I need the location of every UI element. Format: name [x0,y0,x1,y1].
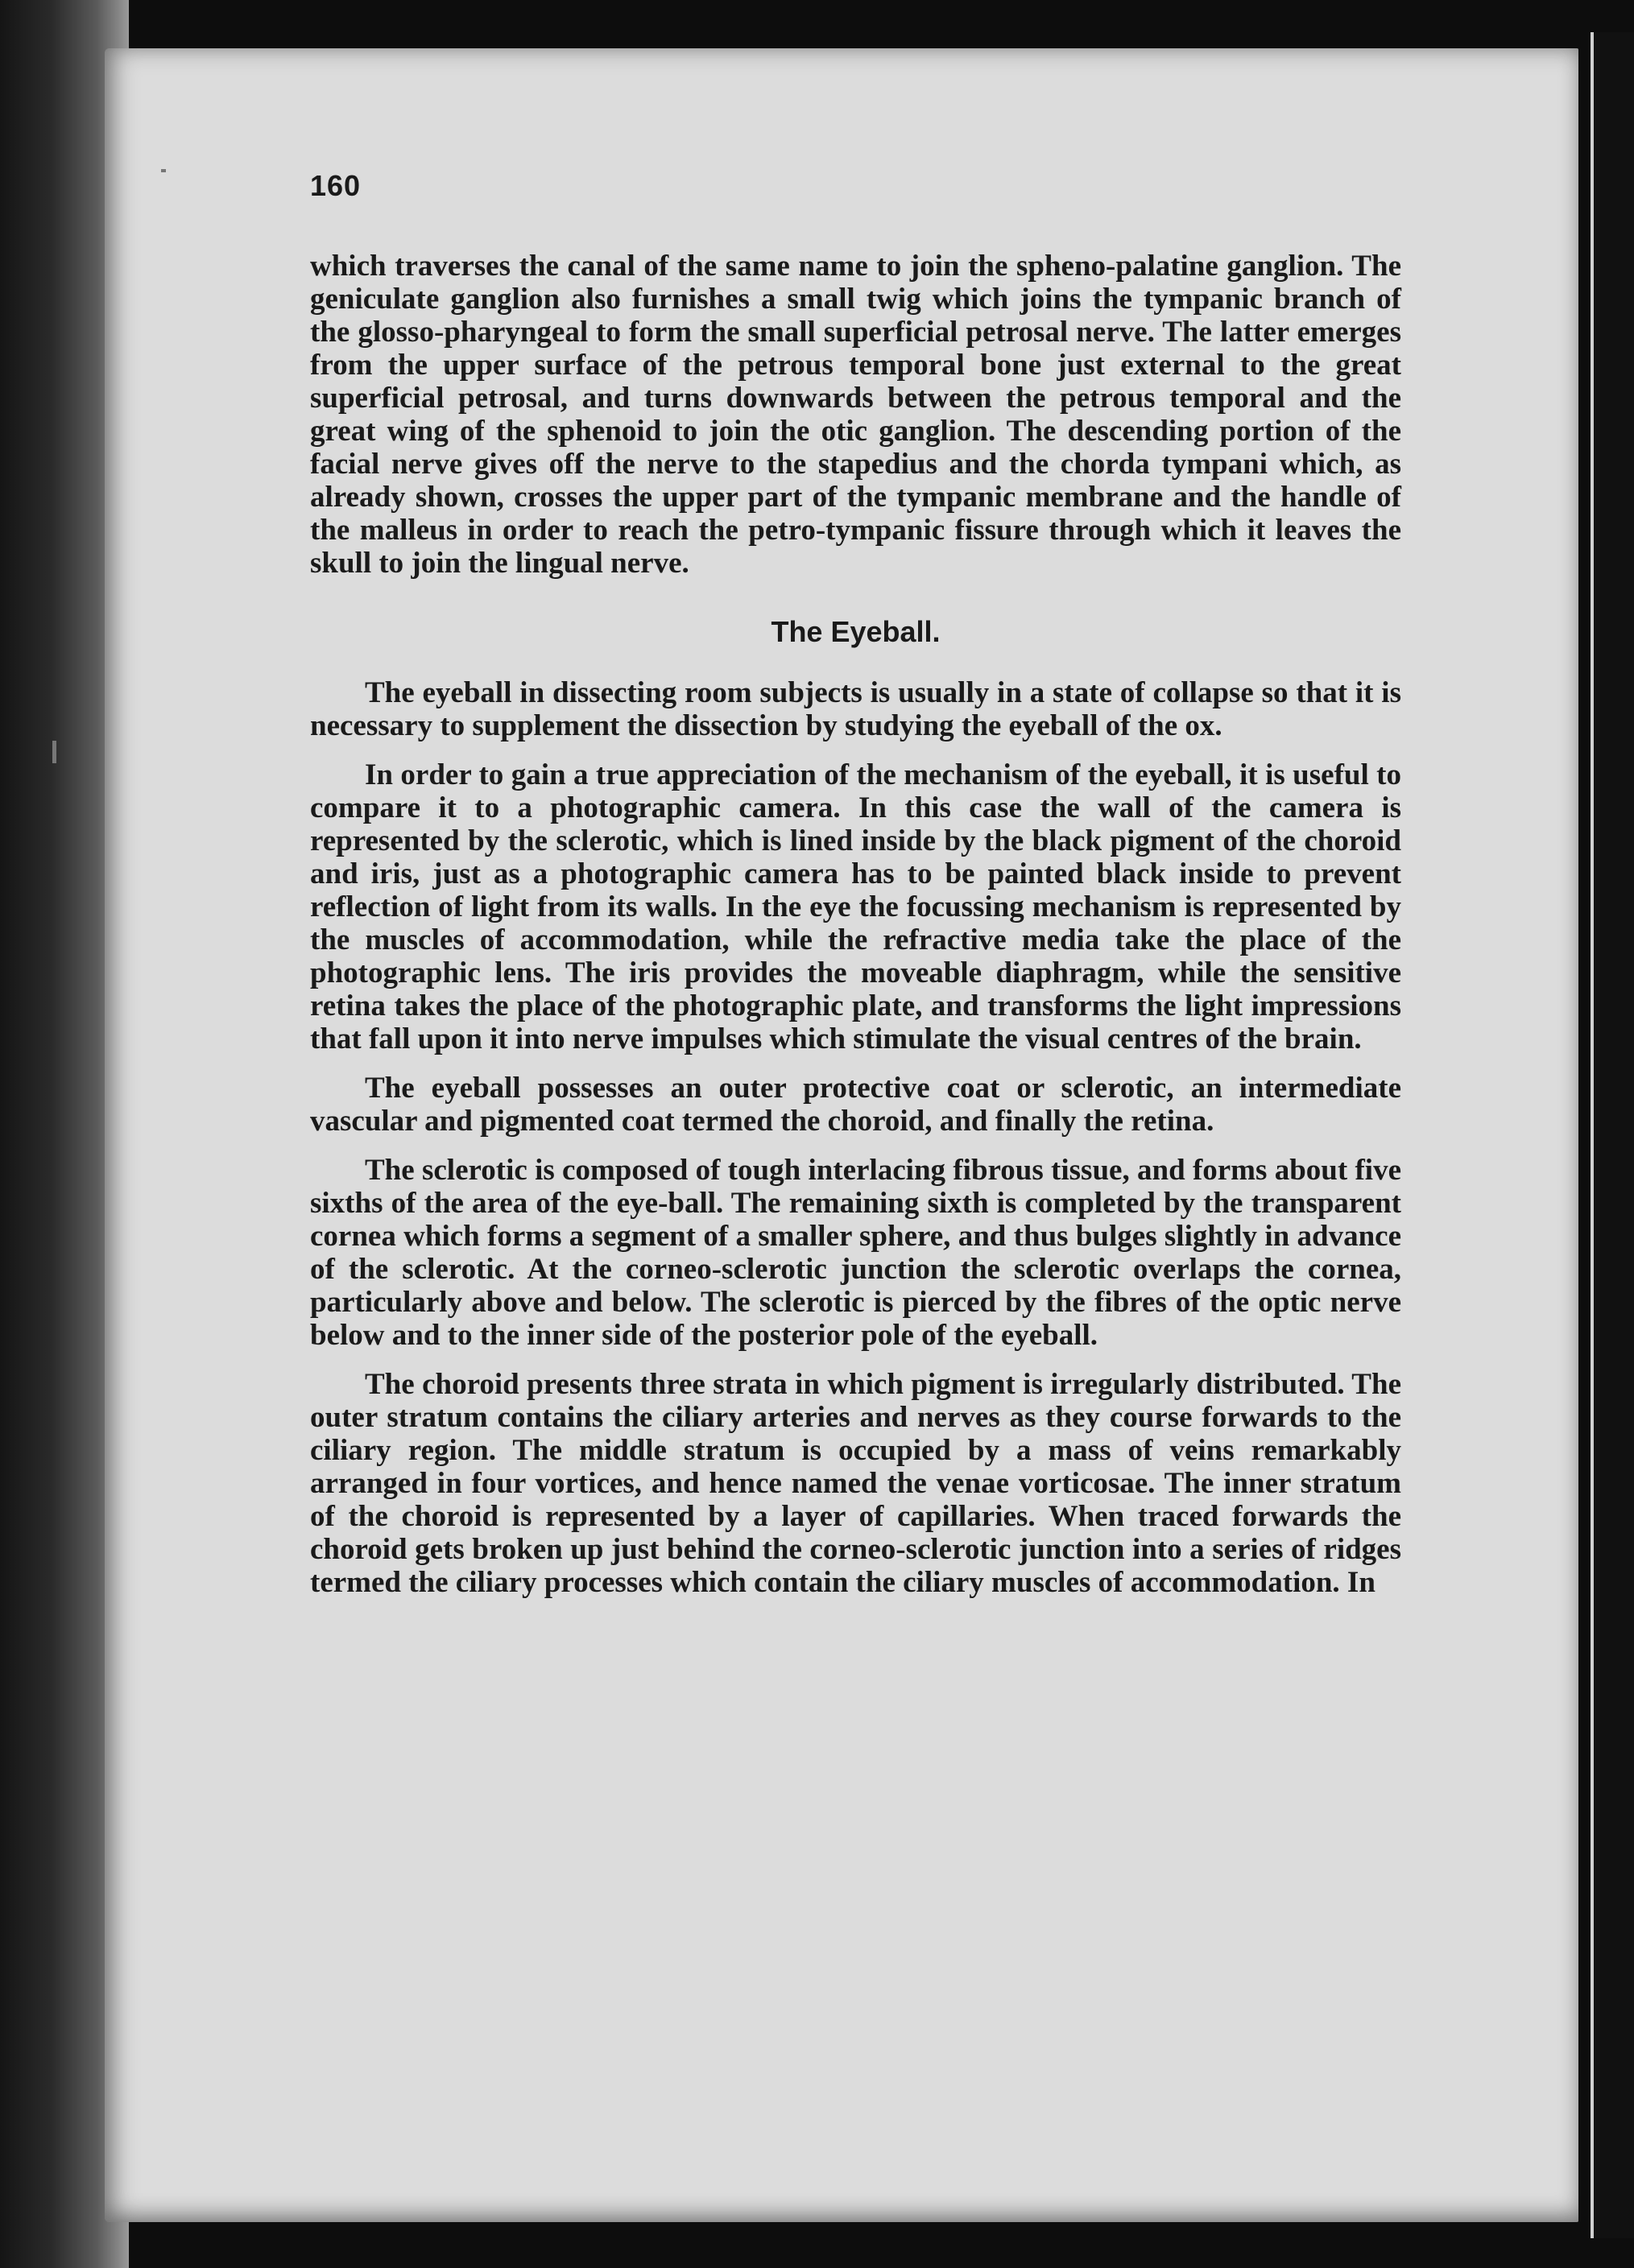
section-heading: The Eyeball. [771,615,941,648]
body-paragraph: The eyeball possesses an outer protective coat or sclerotic, an intermediate vascular and pigmented coat termed the choroid, and finally the retina. [310,1072,1401,1138]
body-paragraph: The choroid presents three strata in which pigment is irregularly distributed. The outer stratum contains the ciliary arteries and nerves as they course forwards to the ciliary region. The middle stratum is occupied by a mass of veins remarkably arranged in four vortices, and hence named the venae vorticosae. The inner stratum of the choroid is represented by a layer of capillaries. When traced forwards the choroid gets broken up just behind the corneo-sclerotic junction into a series of ridges termed the ciliary processes which contain the ciliary muscles of accommodation. In [310,1368,1401,1599]
page-content [310,169,1401,1599]
continuation-paragraph: which traverses the canal of the same name to join the spheno-palatine ganglion. The geniculate ganglion also furnishes a small twig which joins the tympanic branch of the glosso-pharyngeal to form the small superficial petrosal nerve. The latter emerges from the upper surface of the petrous temporal bone just external to the great superficial petrosal, and turns downwards between the petrous temporal and the great wing of the sphenoid to join the otic ganglion. The descending portion of the facial nerve gives off the nerve to the stapedius and the chorda tympani which, as already shown, crosses the upper part of the tympanic membrane and the handle of the malleus in order to reach the petro-tympanic fissure through which it leaves the skull to join the lingual nerve. [310,250,1401,580]
scan-speck [52,741,56,763]
body-paragraph: The eyeball in dissecting room subjects is usually in a state of collapse so that it is necessary to supplement the dissection by studying the eyeball of the ox. [310,676,1401,742]
page-number: 160 [310,169,362,202]
body-paragraph: In order to gain a true appreciation of the mechanism of the eyeball, it is useful to compare it to a photographic camera. In this case the wall of the camera is represented by the sclerotic, which is lined inside by the black pigment of the choroid and iris, just as a photographic camera has to be painted black inside to prevent reflection of light from its walls. In the eye the focussing mechanism is represented by the muscles of accommodation, while the refractive media take the place of the photographic lens. The iris provides the moveable diaphragm, while the sensitive retina takes the place of the photographic plate, and transforms the light impressions that fall upon it into nerve impulses which stimulate the visual centres of the brain. [310,758,1401,1056]
scan-speck [161,169,166,172]
next-page-edge [1591,32,1634,2238]
body-paragraph: The sclerotic is composed of tough interlacing fibrous tissue, and forms about five sixths of the area of the eye-ball. The remaining sixth is completed by the transparent cornea which forms a segment of a smaller sphere, and thus bulges slightly in advance of the sclerotic. At the corneo-sclerotic junction the sclerotic overlaps the cornea, particularly above and below. The sclerotic is pierced by the fibres of the optic nerve below and to the inner side of the posterior pole of the eyeball. [310,1154,1401,1352]
